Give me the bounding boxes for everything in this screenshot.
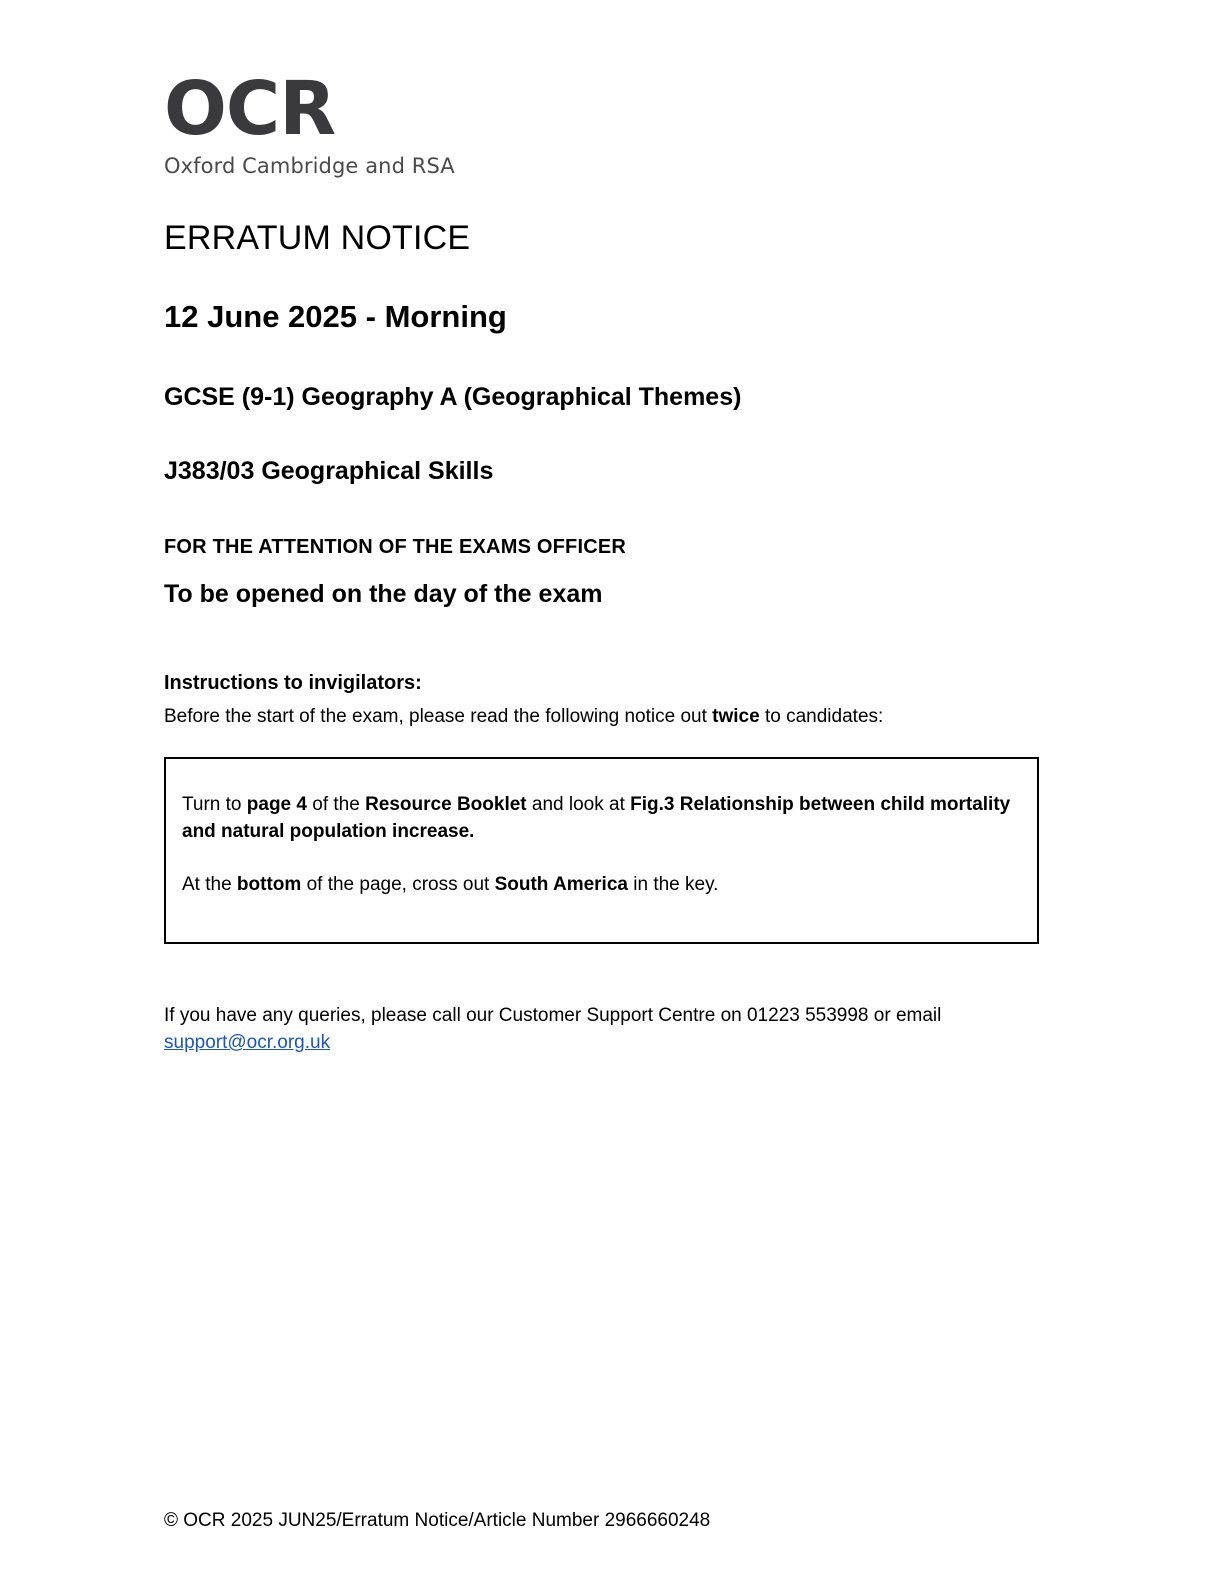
attention-line: FOR THE ATTENTION OF THE EXAMS OFFICER (164, 536, 627, 558)
instructions-line (164, 704, 883, 730)
notice-p1-figure: Fig.3 Relationship between child mortality and natural population increase. (182, 794, 1011, 842)
ocr-logo (164, 66, 584, 178)
page-title: ERRATUM NOTICE (164, 219, 471, 257)
footer-copyright: © OCR 2025 JUN25/Erratum Notice/Article Number 2966660248 (164, 1510, 711, 1531)
notice-p1-seg1: Turn to (182, 794, 247, 815)
ocr-logo-strapline: Oxford Cambridge and RSA (164, 154, 455, 178)
notice-p1-seg3: and look at (526, 794, 631, 815)
notice-p1-seg2: of the (306, 794, 366, 815)
notice-paragraph-2 (182, 871, 1019, 898)
open-instruction: To be opened on the day of the exam (164, 580, 603, 608)
exam-date-heading: 12 June 2025 - Morning (164, 299, 507, 334)
queries-paragraph (164, 1002, 1024, 1056)
notice-p1-page: page 4 (246, 794, 307, 815)
notice-p2-seg3: in the key. (627, 874, 719, 895)
notice-p2-region: South America (494, 874, 628, 895)
support-email-link[interactable]: support@ocr.org.uk (164, 1032, 331, 1053)
unit-heading: J383/03 Geographical Skills (164, 457, 494, 485)
instructions-text-before: Before the start of the exam, please read the following notice out (164, 706, 713, 727)
queries-text: If you have any queries, please call our Customer Support Centre on 01223 553998 or email (164, 1005, 942, 1026)
notice-p2-seg2: of the page, cross out (301, 874, 495, 895)
qualification-heading: GCSE (9-1) Geography A (Geographical Themes) (164, 383, 742, 411)
notice-p1-booklet: Resource Booklet (365, 794, 527, 815)
ocr-logo-wordmark: OCR (164, 66, 336, 152)
notice-p2-bottom: bottom (236, 874, 302, 895)
instructions-title: Instructions to invigilators: (164, 672, 422, 694)
notice-p2-seg1: At the (182, 874, 237, 895)
notice-paragraph-1 (182, 791, 1019, 845)
instructions-emphasis: twice (712, 706, 760, 727)
notice-box (164, 757, 1039, 944)
instructions-text-after: to candidates: (759, 706, 884, 727)
